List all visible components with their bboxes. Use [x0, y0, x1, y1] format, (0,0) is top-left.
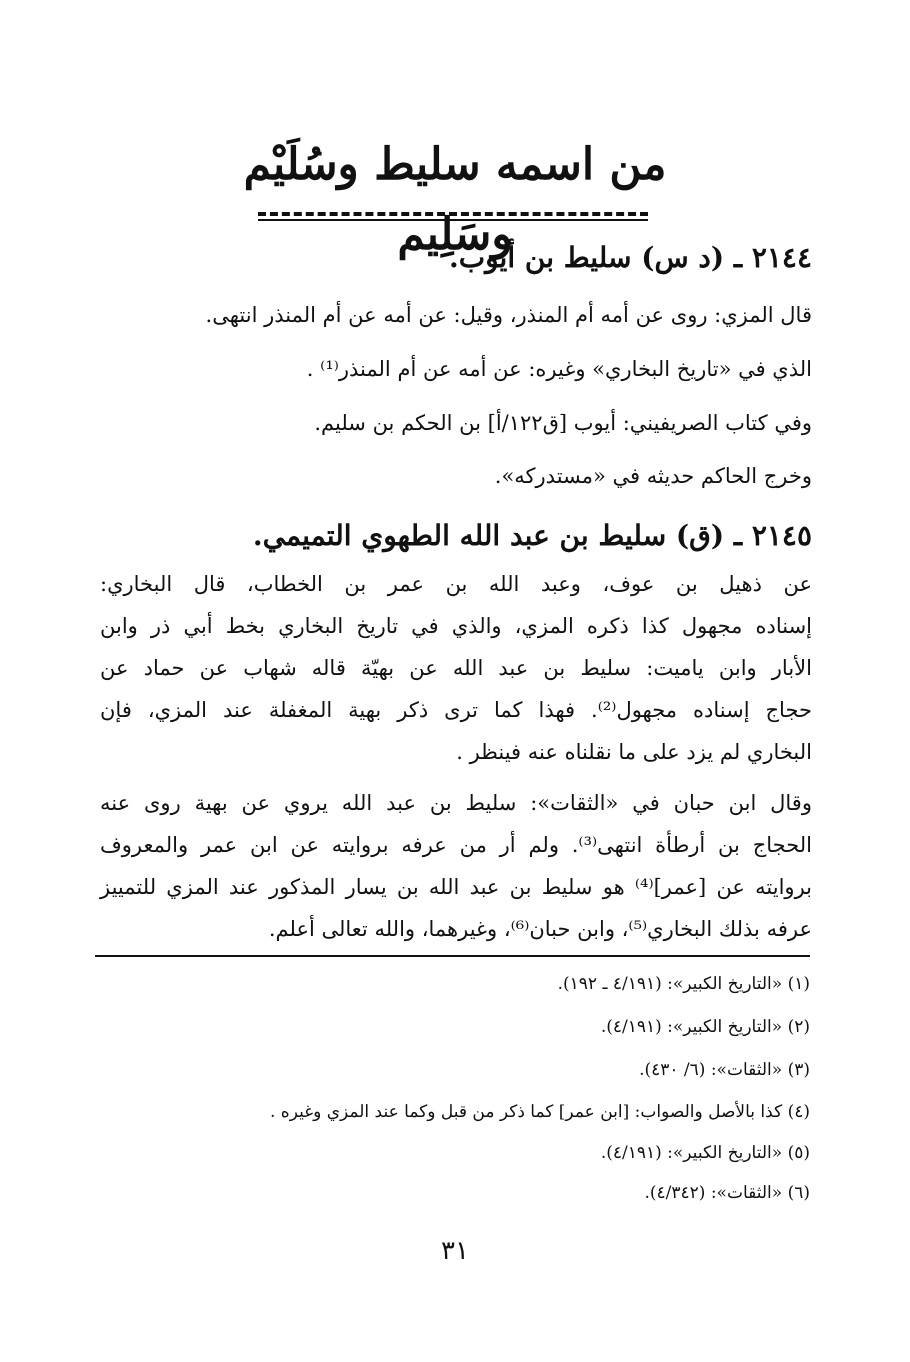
- entry-2145-line-4: حجاج إسناده مجهول⁽²⁾. فهذا كما ترى ذكر بهية المغفلة عند المزي، فإن: [100, 698, 812, 722]
- entry-2145-line-6: وقال ابن حبان في «الثقات»: سليط بن عبد الله يروي عن بهية روى عنه: [100, 791, 812, 815]
- entry-2144-line-2: الذي في «تاريخ البخاري» وغيره: عن أمه عن أم المنذر⁽¹⁾ .: [306, 357, 812, 381]
- entry-heading-2145: ٢١٤٥ ـ (ق) سليط بن عبد الله الطهوي التميمي.: [252, 519, 812, 552]
- title-underline: [258, 212, 648, 216]
- title-underline-rule: [258, 219, 648, 221]
- entry-2144-line-3: وفي كتاب الصريفيني: أيوب [ق١٢٢/أ] بن الحكم بن سليم.: [314, 411, 812, 435]
- entry-2145-line-8: بروايته عن [عمر]⁽⁴⁾ هو سليط بن عبد الله بن يسار المذكور عند المزي للتمييز: [100, 875, 813, 899]
- footnote-2: (٢) «التاريخ الكبير»: (٤/١٩١).: [600, 1017, 810, 1037]
- entry-2144-line-4: وخرج الحاكم حديثه في «مستدركه».: [494, 464, 812, 488]
- footnote-6: (٦) «الثقات»: (٤/٣٤٢).: [644, 1183, 810, 1203]
- entry-2145-line-3: الأبار وابن ياميت: سليط بن عبد الله عن بهيّة قاله شهاب عن حماد عن: [100, 656, 812, 680]
- footnote-4: (٤) كذا بالأصل والصواب: [ابن عمر] كما ذكر من قبل وكما عند المزي وغيره .: [270, 1102, 810, 1122]
- footnote-3: (٣) «الثقات»: (٦/ ٤٣٠).: [639, 1060, 810, 1080]
- entry-2144-line-1: قال المزي: روى عن أمه أم المنذر، وقيل: عن أمه عن أم المنذر انتهى.: [205, 303, 812, 327]
- footnote-5: (٥) «التاريخ الكبير»: (٤/١٩١).: [600, 1143, 810, 1163]
- entry-2145-line-9: عرفه بذلك البخاري⁽⁵⁾، وابن حبان⁽⁶⁾، وغيرهما، والله تعالى أعلم.: [268, 917, 812, 941]
- entry-2145-line-2: إسناده مجهول كذا ذكره المزي، والذي في تاريخ البخاري بخط أبي ذر وابن: [100, 614, 812, 638]
- entry-2145-line-7: الحجاج بن أرطأة انتهى⁽³⁾. ولم أر من عرفه بروايته عن ابن عمر والمعروف: [100, 833, 812, 857]
- page-number: ٣١: [441, 1236, 469, 1266]
- chapter-title: من اسمه سليط وسُلَيْم وسَلِيم: [243, 139, 667, 260]
- entry-heading-2144: ٢١٤٤ ـ (د س) سليط بن أيوب.: [448, 241, 812, 274]
- footnote-separator: [95, 955, 810, 957]
- footnote-1: (١) «التاريخ الكبير»: (٤/١٩١ ـ ١٩٢).: [557, 974, 810, 994]
- entry-2145-line-1: عن ذهيل بن عوف، وعبد الله بن عمر بن الخطاب، قال البخاري:: [100, 572, 812, 596]
- entry-2145-line-5: البخاري لم يزد على ما نقلناه عنه فينظر .: [456, 740, 812, 764]
